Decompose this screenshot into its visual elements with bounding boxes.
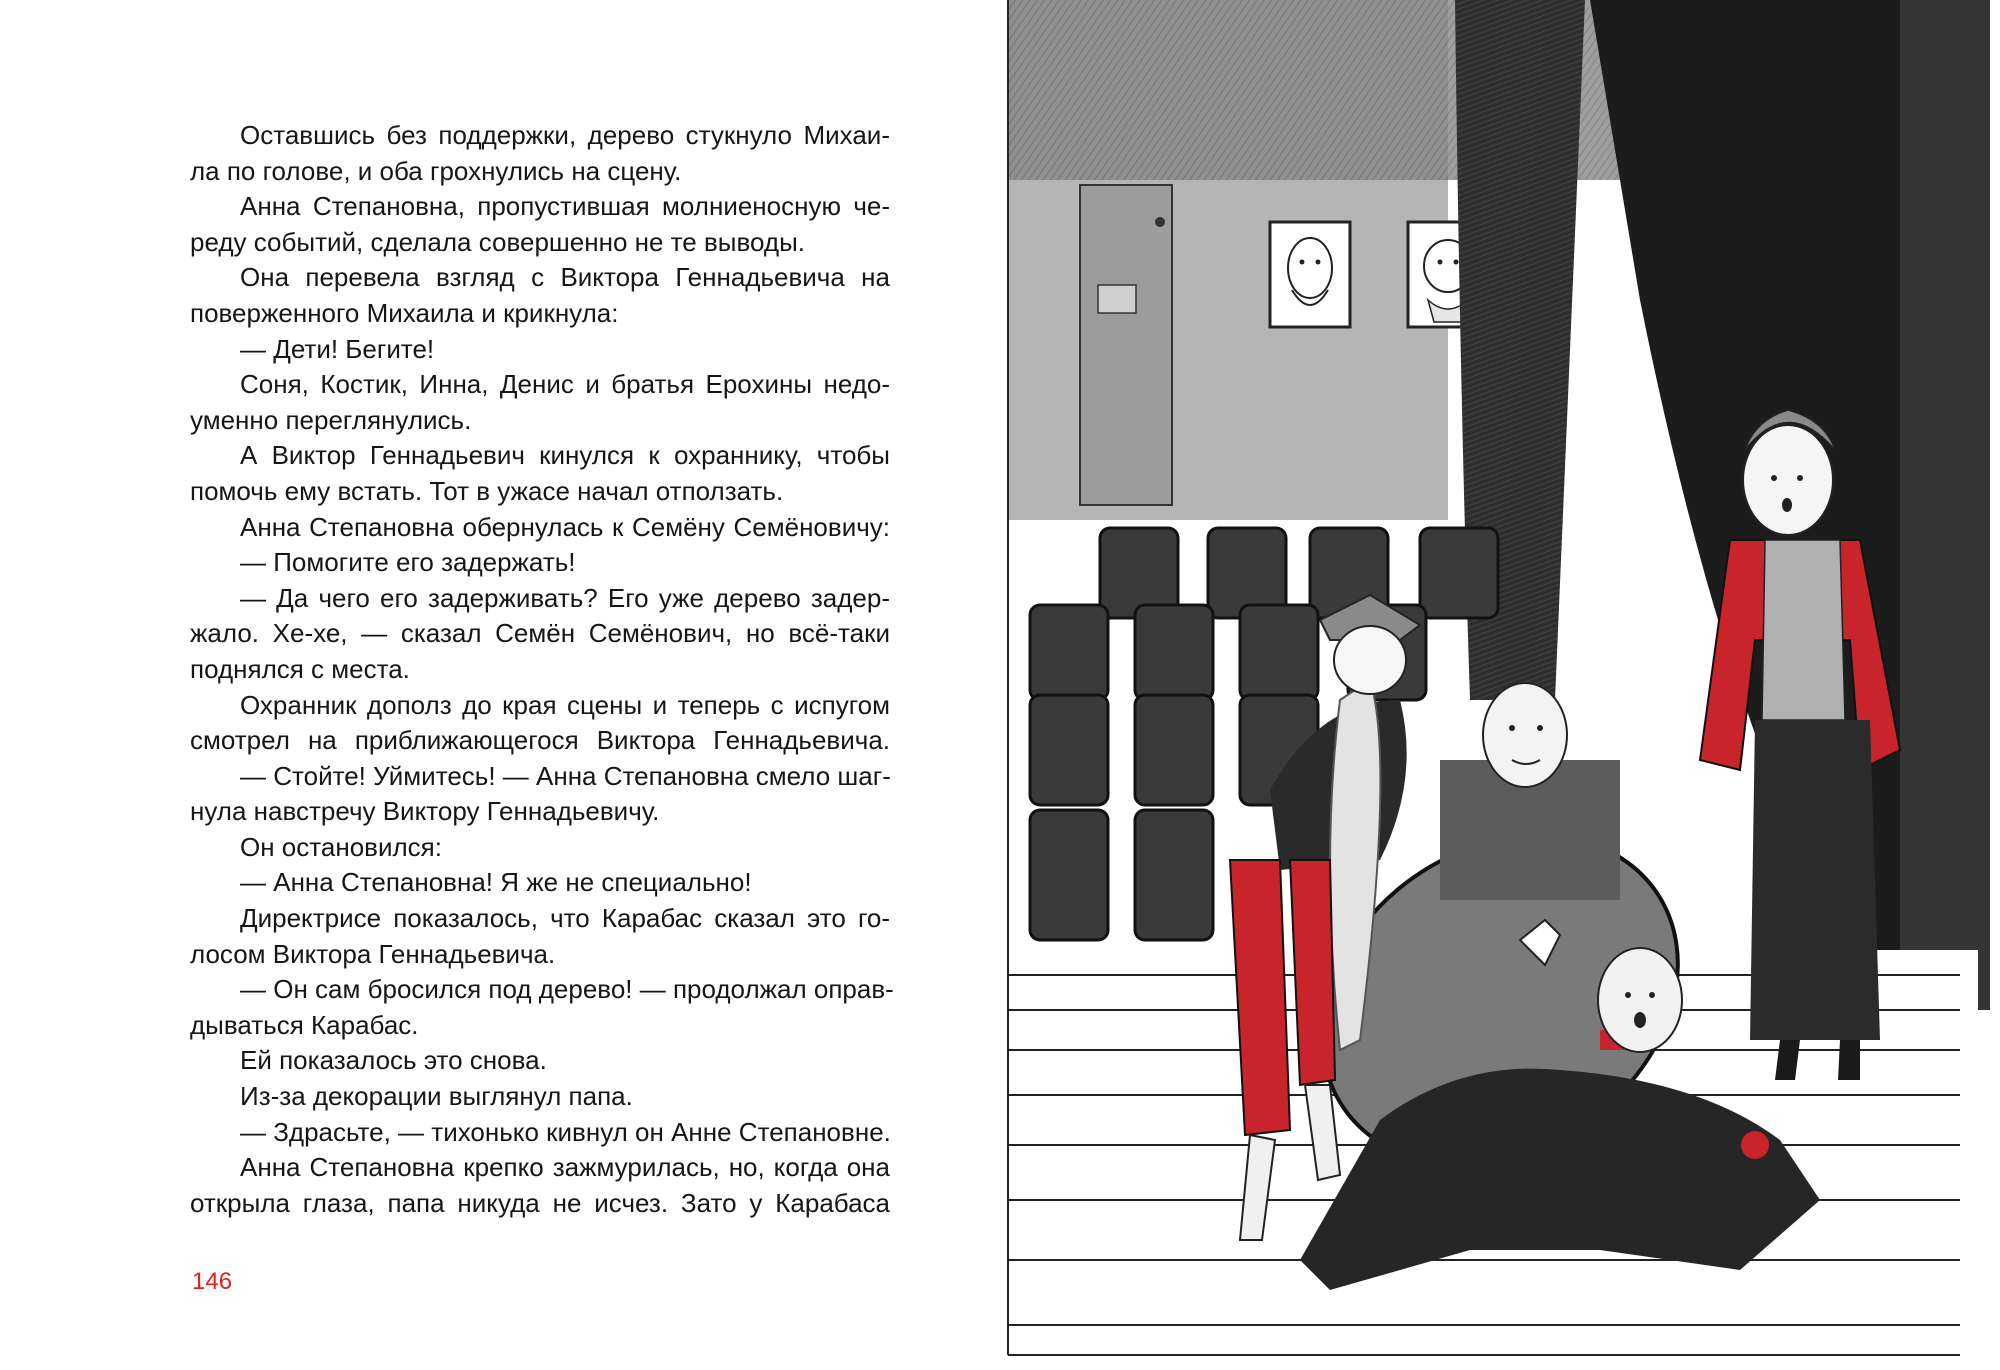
- text-line: Анна Степановна, пропустившая молниеносную че-: [240, 191, 890, 222]
- text-line: дываться Карабас.: [190, 1009, 419, 1040]
- text-line: — Да чего его задерживать? Его уже дерево задер-: [240, 582, 890, 613]
- text-line: реду событий, сделала совершенно не те выводы.: [190, 226, 805, 257]
- text-line: Он остановился:: [240, 831, 442, 862]
- text-line: Анна Степановна обернулась к Семёну Семёновичу:: [240, 511, 890, 542]
- illustration: [1000, 0, 1990, 1370]
- text-line: — Анна Степановна! Я же не специально!: [240, 867, 752, 898]
- text-line: Из-за декорации выглянул папа.: [240, 1081, 633, 1112]
- text-line: ла по голове, и оба грохнулись на сцену.: [190, 155, 682, 186]
- text-line: Соня, Костик, Инна, Денис и братья Ерохины недо-: [240, 369, 890, 400]
- text-line: — Стойте! Уймитесь! — Анна Степановна смело шаг-: [240, 760, 891, 791]
- text-line: — Он сам бросился под дерево! — продолжал оправ-: [240, 974, 894, 1005]
- door-handle: [1155, 217, 1165, 227]
- text-line: Она перевела взгляд с Виктора Геннадьевича на: [240, 262, 890, 293]
- door-sign: [1098, 285, 1136, 313]
- text-line: открыла глаза, папа никуда не исчез. Зато у Карабаса: [190, 1187, 890, 1218]
- text-line: поднялся с места.: [190, 653, 410, 684]
- text-line: уменно переглянулись.: [190, 404, 472, 435]
- text-block: [190, 118, 894, 1221]
- stage-backdrop: [1008, 180, 1448, 520]
- text-line: Оставшись без поддержки, дерево стукнуло Михаи-: [240, 120, 890, 150]
- text-line: лосом Виктора Геннадьевича.: [190, 938, 556, 969]
- text-line: Ей показалось это снова.: [240, 1045, 547, 1076]
- portrait-left: [1270, 222, 1350, 327]
- text-line: — Здрасьте, — тихонько кивнул он Анне Степановне.: [240, 1116, 891, 1147]
- text-line: поверженного Михаила и крикнула:: [190, 297, 619, 328]
- text-line: смотрел на приближающегося Виктора Геннадьевича.: [190, 725, 890, 756]
- text-line: Директрисе показалось, что Карабас сказал это го-: [240, 903, 890, 934]
- text-line: Анна Степановна крепко зажмурилась, но, когда она: [240, 1152, 890, 1183]
- text-line: помочь ему встать. Тот в ужасе начал отползать.: [190, 475, 784, 506]
- curtain-right-fold: [1900, 0, 1990, 1010]
- door: [1080, 185, 1172, 505]
- text-line: нула навстречу Виктору Геннадьевичу.: [190, 796, 660, 827]
- text-line: жало. Хе-хе, — сказал Семён Семёнович, но всё-таки: [190, 618, 890, 649]
- text-line: Охранник дополз до края сцены и теперь с испугом: [240, 689, 890, 720]
- page-number: 146: [192, 1268, 233, 1295]
- text-line: — Помогите его задержать!: [240, 547, 576, 578]
- text-line: А Виктор Геннадьевич кинулся к охраннику, чтобы: [240, 440, 890, 471]
- text-line: — Дети! Бегите!: [240, 333, 435, 364]
